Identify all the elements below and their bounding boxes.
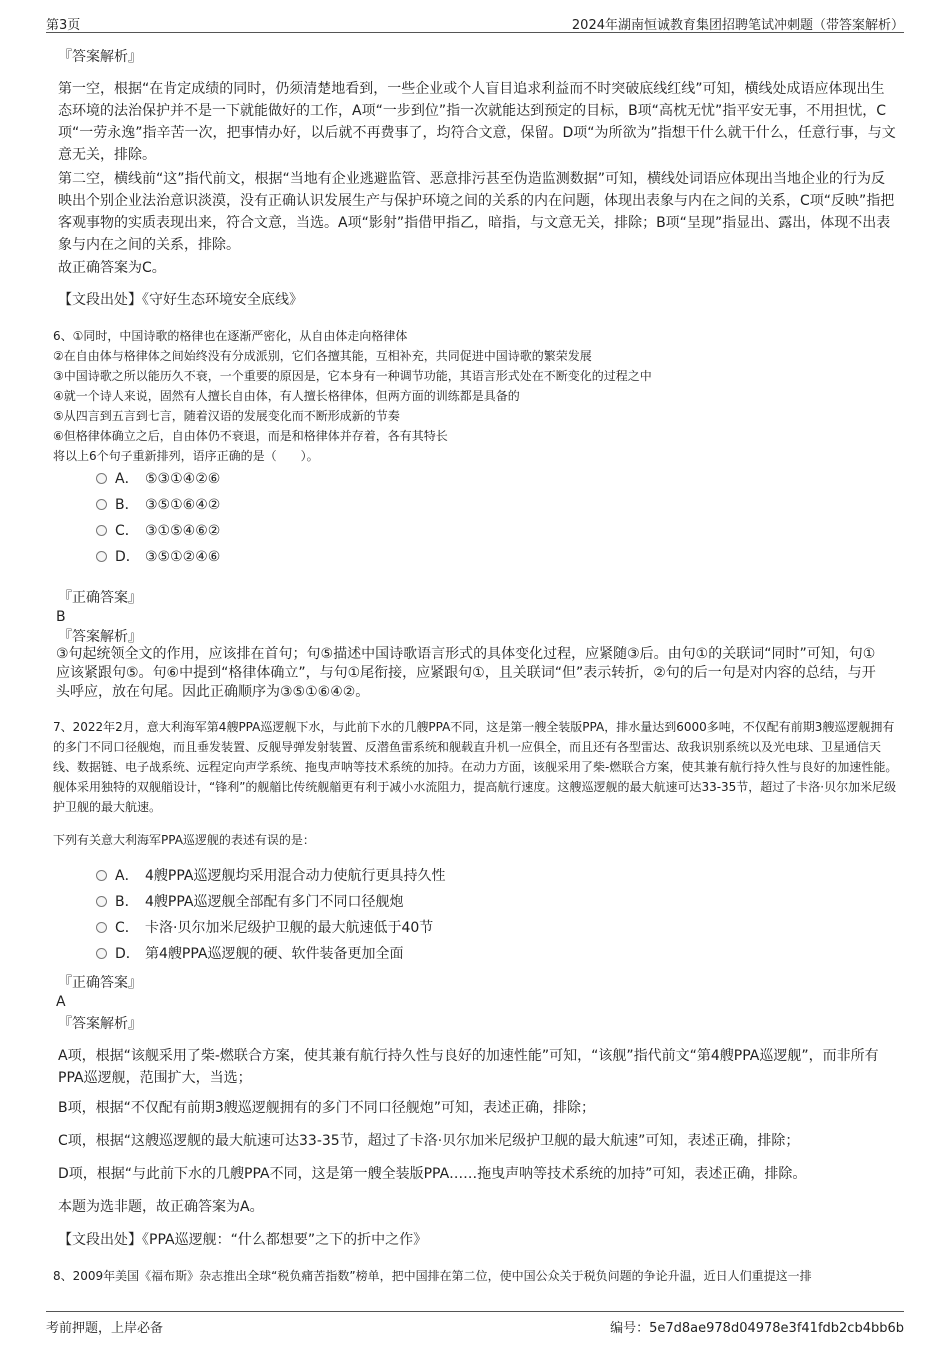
page-footer [46, 1311, 904, 1338]
page-header [46, 12, 904, 33]
document-title: 2024年湖南恒诚教育集团招聘笔试冲刺题（带答案解析） [571, 18, 904, 33]
radio-icon[interactable] [96, 922, 107, 933]
page-number: 第3页 [46, 18, 81, 33]
q6-option-a[interactable]: A． ⑤③①④②⑥ [96, 469, 220, 489]
q5-jiexi-label: 『答案解析』 [58, 49, 142, 65]
q7-jiexi-label: 『答案解析』 [58, 1016, 142, 1032]
q6-answer: B [56, 609, 66, 625]
q8-stem: 8、2009年美国《福布斯》杂志推出全球“税负痛苦指数”榜单，把中国排在第二位，使中国公众关于税负问题的争论升温，近日人们重提这一排 [53, 1269, 812, 1283]
q7-explanation-d: D项，根据“与此前下水的几艘PPA不同，这是第一艘全装版PPA……拖曳声呐等技术系统的加持”可知，表述正确，排除。 [58, 1166, 807, 1182]
q6-stem-line: ⑥但格律体确立之后，自由体仍不衰退，而是和格律体并存着，各有其特长 [53, 429, 448, 443]
q7-option-c[interactable]: C． 卡洛·贝尔加米尼级护卫舰的最大航速低于40节 [96, 918, 433, 938]
q6-stem-line: 6、①同时，中国诗歌的格律也在逐渐严密化，从自由体走向格律体 [53, 329, 408, 343]
radio-icon[interactable] [96, 948, 107, 959]
q6-stem [53, 326, 895, 466]
q6-stem-line: ⑤从四言到五言到七言，随着汉语的发展变化而不断形成新的节奏 [53, 409, 400, 423]
q7-option-a[interactable]: A． 4艘PPA巡逻舰均采用混合动力使航行更具持久性 [96, 866, 445, 886]
q6-stem-line: ②在自由体与格律体之间始终没有分成派别，它们各擅其能，互相补充，共同促进中国诗歌的繁荣发展 [53, 349, 592, 363]
q5-conclusion: 故正确答案为C。 [58, 260, 166, 276]
footer-slogan: 考前押题，上岸必备 [46, 1321, 164, 1336]
q6-jiexi-label: 『答案解析』 [58, 629, 142, 645]
q7-question: 下列有关意大利海军PPA巡逻舰的表述有误的是： [53, 833, 315, 847]
radio-icon[interactable] [96, 551, 107, 562]
radio-icon[interactable] [96, 896, 107, 907]
radio-icon[interactable] [96, 499, 107, 510]
q7-answer-label: 『正确答案』 [58, 975, 142, 991]
radio-icon[interactable] [96, 473, 107, 484]
q6-option-c[interactable]: C． ③①⑤④⑥② [96, 521, 220, 541]
q7-stem: 7、2022年2月，意大利海军第4艘PPA巡逻舰下水，与此前下水的几艘PPA不同，这是第一艘全装版PPA，排水量达到6000多吨，不仅配有前期3艘巡逻舰拥有的多门不同口径舰炮，而且垂发装置、反舰导弹发射装置、反潜鱼雷系统和舰载直升机一应俱全，而且还有各型雷达、敌我识别系统以及光电球、卫星通信天线、数据链、电子战系统、远程定向声学系统、拖曳声呐等技术系统的加持。在动力方面，该舰采用了柴-燃联合方案，使其兼有航行持久性与良好的加速性能。舰体采用独特的双舰艏设计，“锋利”的舰艏比传统舰艏更有利于减小水流阻力，提高航行速度。这艘巡逻舰的最大航速可达33-35节，超过了卡洛·贝尔加米尼级护卫舰的最大航速。 [53, 720, 898, 814]
q7-answer: A [56, 994, 66, 1010]
q7-explanation-a: A项，根据“该舰采用了柴-燃联合方案，使其兼有航行持久性与良好的加速性能”可知，“该舰”指代前文“第4艘PPA巡逻舰”，而非所有PPA巡逻舰，范围扩大，当选； [58, 1048, 879, 1086]
q7-option-b[interactable]: B． 4艘PPA巡逻舰全部配有多门不同口径舰炮 [96, 892, 403, 912]
q6-answer-label: 『正确答案』 [58, 590, 142, 606]
q7-conclusion: 本题为选非题，故正确答案为A。 [58, 1199, 264, 1215]
q5-source: 【文段出处】《守好生态环境安全底线》 [58, 292, 303, 308]
q6-option-d[interactable]: D． ③⑤①②④⑥ [96, 547, 220, 567]
q7-explanation-c: C项，根据“这艘巡逻舰的最大航速可达33-35节，超过了卡洛·贝尔加米尼级护卫舰的最大航速”可知，表述正确，排除； [58, 1133, 800, 1149]
q7-option-d[interactable]: D． 第4艘PPA巡逻舰的硬、软件装备更加全面 [96, 944, 403, 964]
q6-question: 将以上6个句子重新排列，语序正确的是（ ）。 [53, 449, 319, 463]
q5-explanation-1: 第一空，根据“在肯定成绩的同时，仍须清楚地看到，一些企业或个人盲目追求利益而不时突破底线红线”可知，横线处成语应体现出生态环境的法治保护并不是一下就能做好的工作，A项“一步到位”指一次就能达到预定的目标，B项“高枕无忧”指平安无事，不用担忧，C项“一劳永逸”指辛苦一次，把事情办好，以后就不再费事了，均符合文意，保留。D项“为所欲为”指想干什么就干什么，任意行事，与文意无关，排除。 [58, 81, 896, 163]
q5-explanation-2: 第二空，横线前“这”指代前文，根据“当地有企业逃避监管、恶意排污甚至伪造监测数据”可知，横线处词语应体现出当地企业的行为反映出个别企业法治意识淡漠，没有正确认识发展生产与保护环境之间的关系的内在问题，体现出表象与内在之间的关系，C项“反映”指把客观事物的实质表现出来，符合文意，当选。A项“影射”指借甲指乙，暗指，与文意无关，排除；B项“呈现”指显出、露出，体现不出表象与内在之间的关系，排除。 [58, 171, 895, 253]
radio-icon[interactable] [96, 870, 107, 881]
q6-stem-line: ④就一个诗人来说，固然有人擅长自由体，有人擅长格律体，但两方面的训练都是具备的 [53, 389, 520, 403]
q6-option-b[interactable]: B． ③⑤①⑥④② [96, 495, 220, 515]
document-id: 编号：5e7d8ae978d04978e3f41fdb2cb4bb6b [610, 1321, 904, 1336]
q6-stem-line: ③中国诗歌之所以能历久不衰，一个重要的原因是，它本身有一种调节功能，其语言形式处在不断变化的过程之中 [53, 369, 652, 383]
q7-source: 【文段出处】《PPA巡逻舰：“什么都想要”之下的折中之作》 [58, 1232, 428, 1248]
q6-explanation: ③句起统领全文的作用，应该排在首句；句⑤描述中国诗歌语言形式的具体变化过程，应紧随③后。由句①的关联词“同时”可知，句①应该紧跟句⑤。句⑥中提到“格律体确立”，与句①尾衔接，应紧跟句①，且关联词“但”表示转折，②句的后一句是对内容的总结，与开头呼应，放在句尾。因此正确顺序为③⑤①⑥④②。 [56, 646, 876, 700]
radio-icon[interactable] [96, 525, 107, 536]
q7-explanation-b: B项，根据“不仅配有前期3艘巡逻舰拥有的多门不同口径舰炮”可知，表述正确，排除； [58, 1100, 596, 1116]
